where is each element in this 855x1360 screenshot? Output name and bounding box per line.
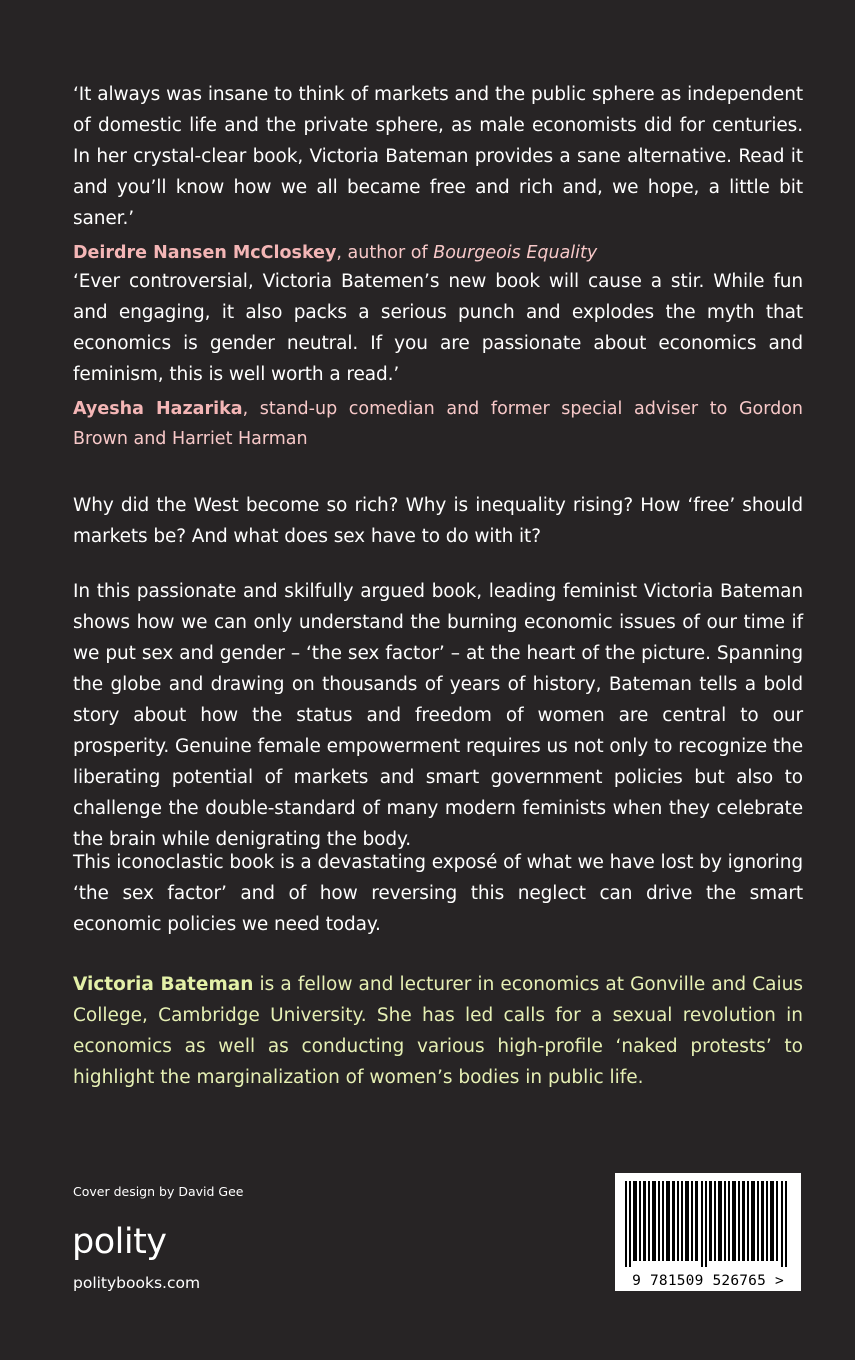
quote-1 bbox=[73, 79, 803, 268]
quote-2-attribution bbox=[73, 394, 803, 454]
quote-1-role: , author of bbox=[336, 243, 434, 263]
blurb-paragraph-1 bbox=[73, 490, 803, 552]
quote-2-author: Ayesha Hazarika bbox=[73, 399, 243, 419]
quote-2-text: ‘Ever controversial, Victoria Batemen’s new book will cause a stir. While fun and engaging, it also packs a serious punch and explodes the myth that economics is gender neutral. If you are passionate about economics and feminism, this is well worth a read.’ bbox=[73, 271, 803, 385]
quote-2 bbox=[73, 266, 803, 454]
author-bio-name: Victoria Bateman bbox=[73, 974, 254, 995]
author-bio bbox=[73, 969, 803, 1093]
quote-2-role: , stand-up comedian and former special adviser to Gordon Brown and Harriet Harman bbox=[73, 399, 804, 449]
blurb-paragraph-2 bbox=[73, 576, 803, 855]
quote-1-attribution bbox=[73, 238, 803, 268]
blurb-text-3: This iconoclastic book is a devastating exposé of what we have lost by ignoring ‘the sex factor’ and of how reversing this neglect can drive the smart economic policies we need today. bbox=[73, 852, 803, 935]
isbn-barcode bbox=[615, 1173, 801, 1291]
cover-design-credit: Cover design by David Gee bbox=[73, 1184, 244, 1199]
blurb-paragraph-3 bbox=[73, 847, 803, 940]
publisher-logo: polity bbox=[72, 1222, 167, 1262]
blurb-text-1: Why did the West become so rich? Why is inequality rising? How ‘free’ should markets be? And what does sex have to do with it? bbox=[73, 495, 803, 547]
barcode-icon bbox=[625, 1181, 791, 1267]
blurb-text-2: In this passionate and skilfully argued book, leading feminist Victoria Bateman shows how we can only understand the burning economic issues of our time if we put sex and gender – ‘the sex factor’ – at the heart of the picture. Spanning the globe and drawing on thousands of years of history, Bateman tells a bold story about how the status and freedom of women are central to our prosperity. Genuine female empowerment requires us not only to recognize the liberating potential of markets and smart government policies but also to challenge the double-standard of many modern feminists when they celebrate the brain while denigrating the body. bbox=[73, 581, 803, 850]
publisher-url: politybooks.com bbox=[73, 1274, 201, 1292]
author-bio-body: is a fellow and lecturer in economics at Gonville and Caius College, Cambridge University. She has led calls for a sexual revolution in economics as well as conducting various high-profile ‘naked protests’ to highlight the marginalization of women’s bodies in public life. bbox=[73, 974, 804, 1088]
quote-1-author: Deirdre Nansen McCloskey bbox=[73, 243, 337, 263]
quote-1-book: Bourgeois Equality bbox=[433, 243, 598, 263]
isbn-digits: 9 781509 526765 > bbox=[632, 1273, 784, 1289]
quote-1-text: ‘It always was insane to think of markets and the public sphere as independent of domestic life and the private sphere, as male economists did for centuries. In her crystal-clear book, Victoria Bateman provides a sane alternative. Read it and you’ll know how we all became free and rich and, we hope, a little bit saner.’ bbox=[73, 84, 803, 229]
author-bio-text bbox=[73, 969, 803, 1093]
